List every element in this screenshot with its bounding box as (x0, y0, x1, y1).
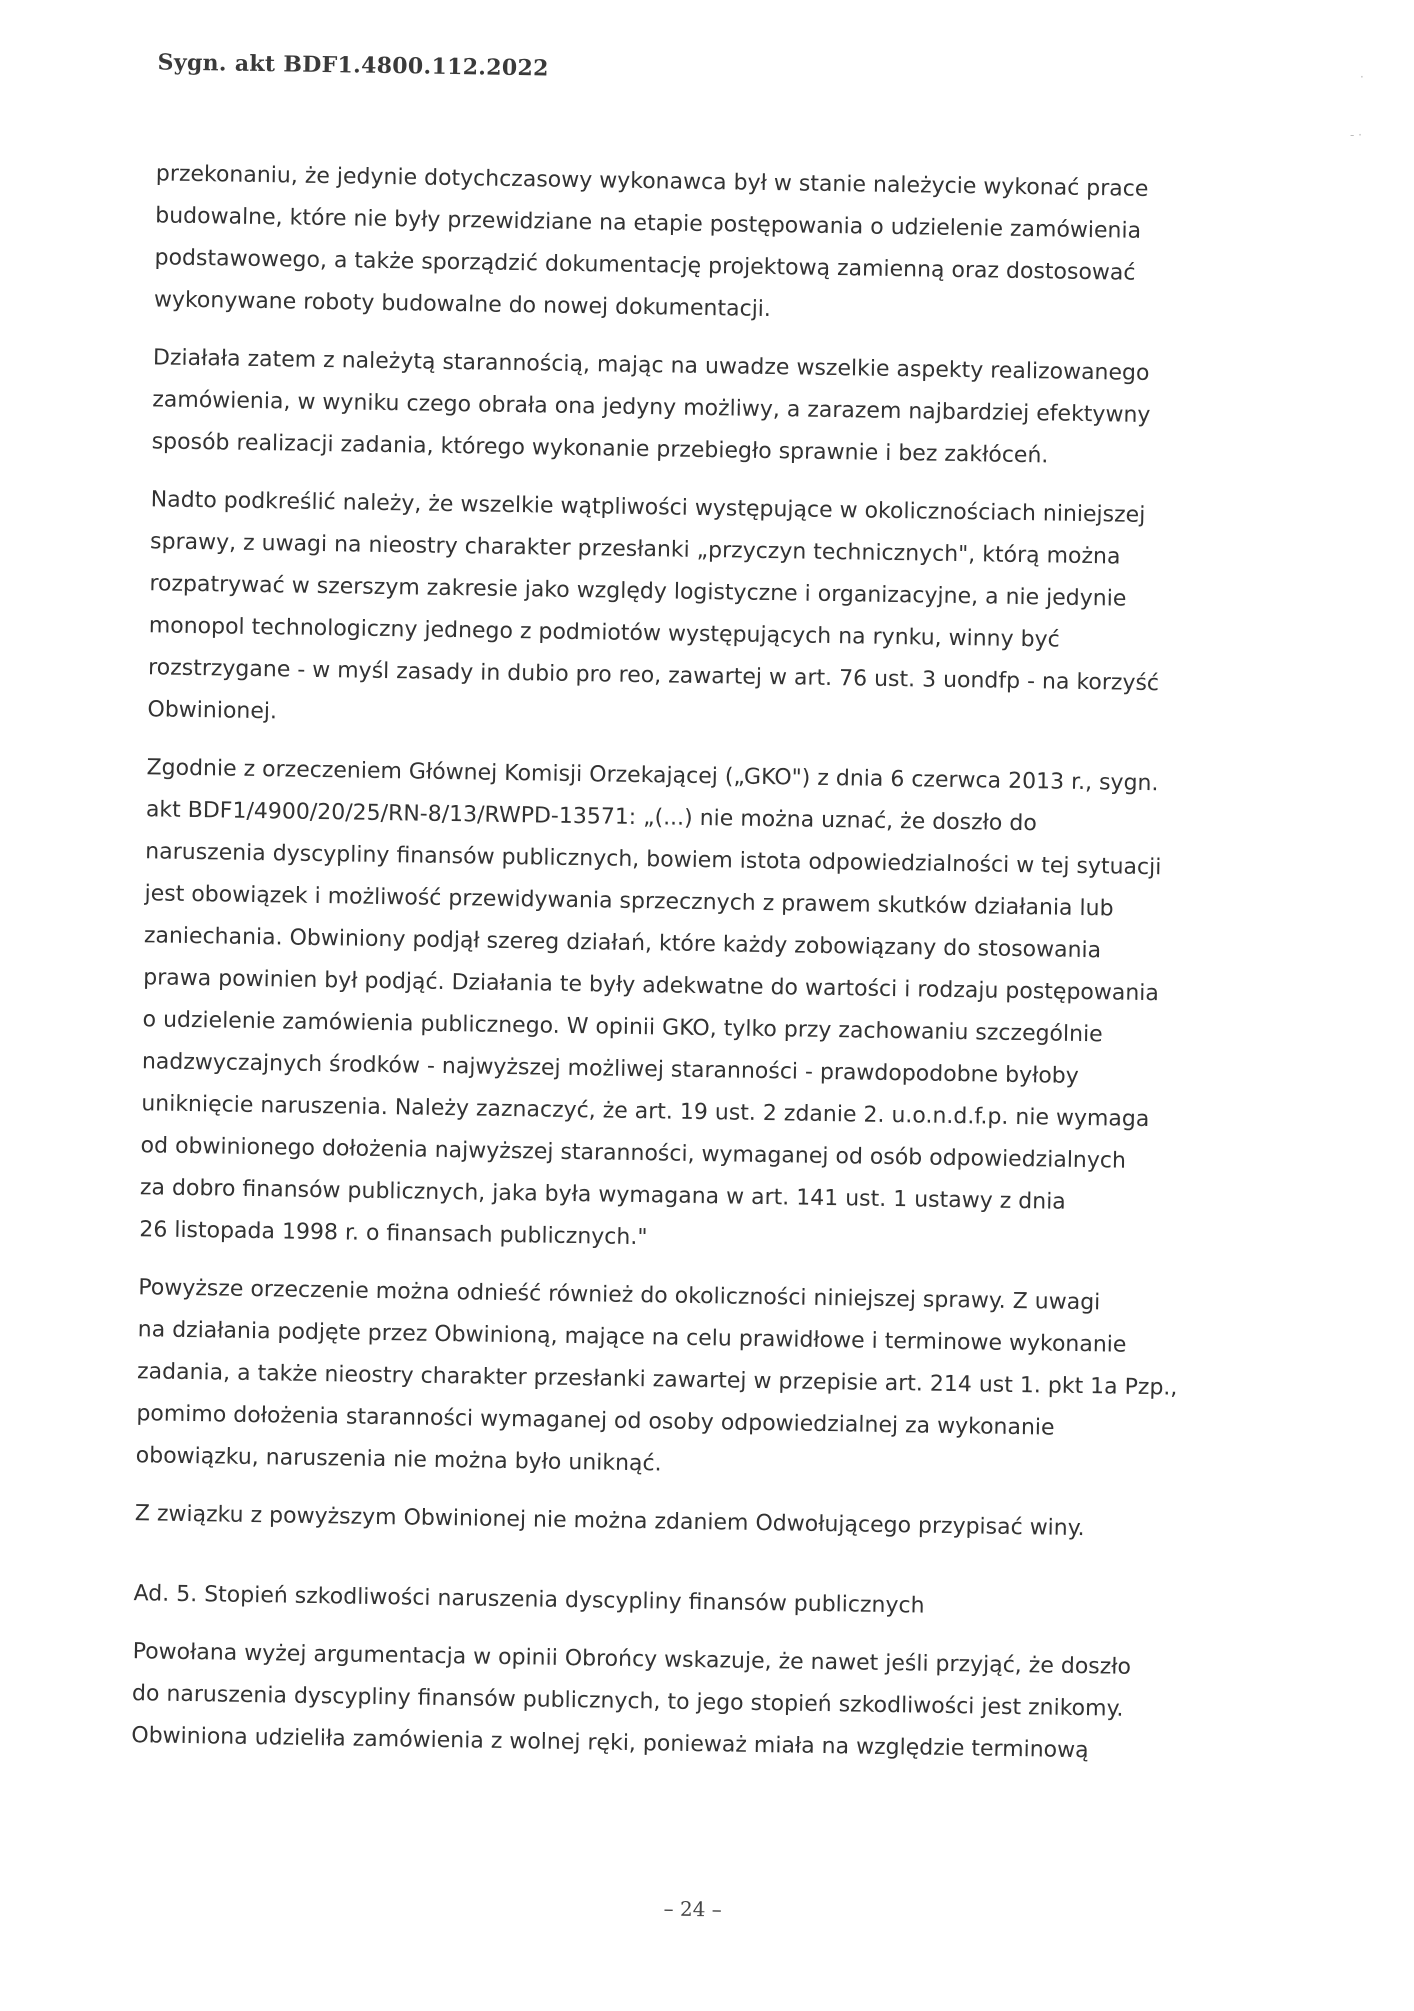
text-line: prawa powinien był podjąć. Działania te były adekwatne do wartości i rodzaju postępowania (143, 965, 1160, 1007)
text-line: Powołana wyżej argumentacja w opinii Obrońcy wskazuje, że nawet jeśli przyjąć, że doszło (132, 1639, 1132, 1680)
text-line: sposób realizacji zadania, którego wykonanie przebiegło sprawnie i bez zakłóceń. (151, 429, 1049, 469)
text-line: budowalne, które nie były przewidziane na etapie postępowania o udzielenie zamówienia (155, 203, 1142, 244)
paragraph-5 (135, 1267, 1188, 1493)
text-line: rozstrzygane - w myśl zasady in dubio pro reo, zawartej w art. 76 ust. 3 uondfp - na korzyść (147, 655, 1160, 697)
paragraph-7 (131, 1631, 1183, 1773)
text-line: uniknięcie naruszenia. Należy zaznaczyć, że art. 19 ust. 2 zdanie 2. u.o.n.d.f.p. nie wymaga (141, 1091, 1150, 1133)
text-line: jest obowiązek i możliwość przewidywania sprzecznych z prawem skutków działania lub (144, 881, 1114, 922)
text-line: zamówienia, w wyniku czego obrała ona jedyny możliwy, a zarazem najbardziej efektywny (152, 387, 1151, 429)
text-line: obowiązku, naruszenia nie można było uniknąć. (135, 1443, 662, 1477)
section-heading (133, 1573, 1184, 1631)
text-line: podstawowego, a także sporządzić dokumentację projektową zamienną oraz dostosować (154, 245, 1136, 286)
text-line: Obwiniona udzieliła zamówienia z wolnej ręki, ponieważ miała na względzie terminową (131, 1723, 1089, 1764)
page-number: – 24 – (663, 1896, 722, 1922)
case-number-header: Sygn. akt BDF1.4800.112.2022 (157, 49, 549, 82)
text-line: 26 listopada 1998 r. o finansach publicznych." (139, 1217, 648, 1251)
scan-dot: - · (1350, 128, 1362, 142)
text-line: pomimo dołożenia staranności wymaganej od osoby odpowiedzialnej za wykonanie (136, 1401, 1055, 1441)
text-line: od obwinionego dołożenia najwyższej staranności, wymaganej od osób odpowiedzialnych (140, 1133, 1127, 1174)
paragraph-6 (135, 1493, 1186, 1551)
text-line: przekonaniu, że jedynie dotychczasowy wykonawca był w stanie należycie wykonać prace (155, 161, 1149, 202)
text-line: Nadto podkreślić należy, że wszelkie wątpliwości występujące w okolicznościach niniejszej (150, 487, 1146, 528)
paragraph-2 (151, 337, 1203, 479)
text-line: o udzielenie zamówienia publicznego. W opinii GKO, tylko przy zachowaniu szczególnie (142, 1007, 1103, 1048)
text-line: Zgodnie z orzeczeniem Głównej Komisji Orzekającej („GKO") z dnia 6 czerwca 2013 r., sygn. (146, 755, 1159, 797)
text-line: rozpatrywać w szerszym zakresie jako względy logistyczne i organizacyjne, a nie jedynie (149, 571, 1127, 612)
scan-dot: · (1360, 70, 1364, 84)
text-line: nadzwyczajnych środków - najwyższej możliwej staranności - prawdopodobne byłoby (141, 1049, 1079, 1089)
text-line: Obwinionej. (147, 697, 278, 725)
text-line: monopol technologiczny jednego z podmiotów występujących na rynku, winny być (148, 613, 1060, 653)
document-body (131, 153, 1206, 1789)
text-line: do naruszenia dyscypliny finansów publicznych, to jego stopień szkodliwości jest znikomy. (131, 1681, 1124, 1722)
text-line: Działała zatem z należytą starannością, mając na uwadze wszelkie aspekty realizowanego (152, 345, 1150, 386)
text-line: za dobro finansów publicznych, jaka była wymagana w art. 141 ust. 1 ustawy z dnia (139, 1175, 1066, 1215)
text-line: zaniechania. Obwiniony podjął szereg działań, które każdy zobowiązany do stosowania (143, 923, 1102, 964)
text-line: akt BDF1/4900/20/25/RN-8/13/RWPD-13571: „(...) nie można uznać, że doszło do (145, 797, 1037, 837)
paragraph-4 (139, 747, 1197, 1267)
section-heading-text: Ad. 5. Stopień szkodliwości naruszenia dyscypliny finansów publicznych (133, 1581, 925, 1619)
paragraph-3 (147, 479, 1201, 747)
text-line: na działania podjęte przez Obwinioną, mające na celu prawidłowe i terminowe wykonanie (137, 1317, 1127, 1358)
paragraph-1 (154, 153, 1207, 337)
text-line: Powyższe orzeczenie można odnieść również do okoliczności niniejszej sprawy. Z uwagi (138, 1275, 1101, 1316)
text-line: zadania, a także nieostry charakter przesłanki zawartej w przepisie art. 214 ust 1. pkt 1a Pzp., (136, 1359, 1178, 1401)
text-line: sprawy, z uwagi na nieostry charakter przesłanki „przyczyn technicznych", którą można (149, 529, 1121, 570)
text-line: Z związku z powyższym Obwinionej nie można zdaniem Odwołującego przypisać winy. (134, 1501, 1085, 1542)
text-line: naruszenia dyscypliny finansów publicznych, bowiem istota odpowiedzialności w tej sytuacji (145, 839, 1162, 881)
text-line: wykonywane roboty budowalne do nowej dokumentacji. (153, 287, 772, 323)
